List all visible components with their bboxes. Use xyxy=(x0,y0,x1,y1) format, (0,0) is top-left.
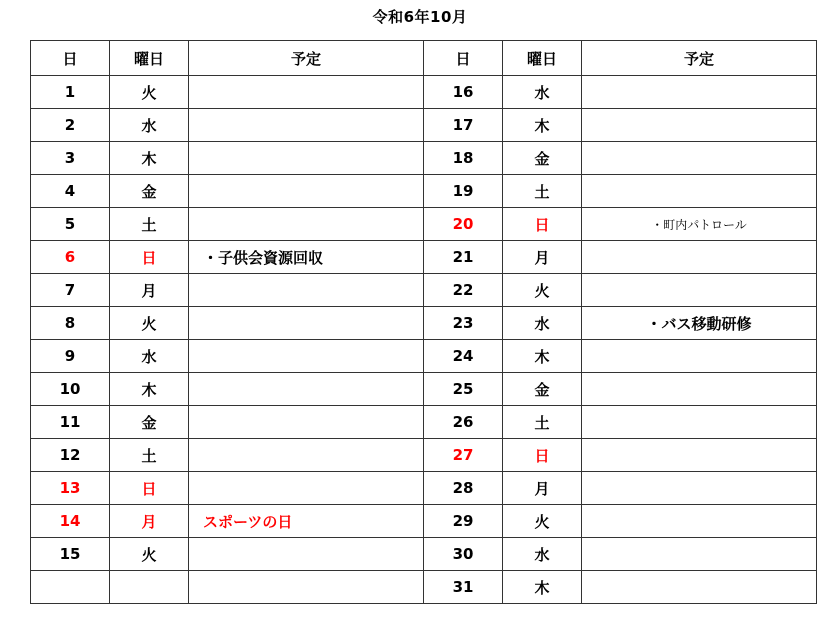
table-row xyxy=(31,208,817,241)
weekday-cell: 水 xyxy=(110,340,189,373)
weekday-cell: 木 xyxy=(503,109,582,142)
schedule-cell xyxy=(189,406,424,439)
table-row xyxy=(31,505,817,538)
day-cell: 9 xyxy=(31,340,110,373)
weekday-cell: 木 xyxy=(110,373,189,406)
weekday-cell xyxy=(110,571,189,604)
weekday-cell: 水 xyxy=(503,538,582,571)
day-cell: 26 xyxy=(424,406,503,439)
day-cell: 1 xyxy=(31,76,110,109)
table-row xyxy=(31,109,817,142)
weekday-cell: 木 xyxy=(110,142,189,175)
schedule-cell xyxy=(582,571,817,604)
schedule-cell xyxy=(582,175,817,208)
table-row xyxy=(31,142,817,175)
weekday-cell: 月 xyxy=(503,472,582,505)
weekday-cell: 水 xyxy=(503,307,582,340)
table-row xyxy=(31,175,817,208)
weekday-cell: 金 xyxy=(110,406,189,439)
day-cell: 8 xyxy=(31,307,110,340)
table-row xyxy=(31,274,817,307)
weekday-cell: 土 xyxy=(503,406,582,439)
day-cell: 19 xyxy=(424,175,503,208)
header-row xyxy=(31,41,817,76)
weekday-cell: 水 xyxy=(503,76,582,109)
weekday-cell: 火 xyxy=(503,505,582,538)
weekday-cell: 木 xyxy=(503,340,582,373)
schedule-cell: ・バス移動研修 xyxy=(582,307,817,340)
schedule-cell xyxy=(189,76,424,109)
header-weekday: 曜日 xyxy=(110,41,189,76)
header-weekday-2: 曜日 xyxy=(503,41,582,76)
table-row xyxy=(31,406,817,439)
schedule-cell xyxy=(582,505,817,538)
weekday-cell: 月 xyxy=(110,274,189,307)
schedule-cell xyxy=(582,142,817,175)
day-cell: 11 xyxy=(31,406,110,439)
weekday-cell: 火 xyxy=(110,76,189,109)
day-cell: 2 xyxy=(31,109,110,142)
day-cell-sunday: 20 xyxy=(424,208,503,241)
day-cell: 22 xyxy=(424,274,503,307)
schedule-cell xyxy=(582,439,817,472)
schedule-cell xyxy=(189,142,424,175)
weekday-cell: 木 xyxy=(503,571,582,604)
schedule-cell xyxy=(189,109,424,142)
day-cell-sunday: 27 xyxy=(424,439,503,472)
day-cell: 21 xyxy=(424,241,503,274)
day-cell: 18 xyxy=(424,142,503,175)
schedule-cell xyxy=(189,472,424,505)
table-row xyxy=(31,76,817,109)
table-row xyxy=(31,538,817,571)
schedule-cell xyxy=(189,538,424,571)
day-cell: 16 xyxy=(424,76,503,109)
weekday-cell-sunday: 日 xyxy=(503,439,582,472)
day-cell: 4 xyxy=(31,175,110,208)
day-cell: 12 xyxy=(31,439,110,472)
day-cell: 29 xyxy=(424,505,503,538)
schedule-cell xyxy=(582,373,817,406)
day-cell: 17 xyxy=(424,109,503,142)
schedule-cell xyxy=(189,307,424,340)
day-cell: 30 xyxy=(424,538,503,571)
schedule-cell xyxy=(582,109,817,142)
page-title: 令和6年10月 xyxy=(372,8,468,26)
day-cell: 25 xyxy=(424,373,503,406)
day-cell: 28 xyxy=(424,472,503,505)
table-row xyxy=(31,571,817,604)
schedule-cell xyxy=(582,538,817,571)
table-row xyxy=(31,439,817,472)
header-day: 日 xyxy=(31,41,110,76)
schedule-cell xyxy=(582,241,817,274)
weekday-cell-sunday: 日 xyxy=(110,472,189,505)
weekday-cell: 火 xyxy=(110,538,189,571)
weekday-cell: 土 xyxy=(110,208,189,241)
table-row xyxy=(31,241,817,274)
schedule-cell xyxy=(189,340,424,373)
day-cell: 23 xyxy=(424,307,503,340)
schedule-cell: ・町内パトロール xyxy=(582,208,817,241)
schedule-cell-holiday: スポーツの日 xyxy=(189,505,424,538)
schedule-cell xyxy=(189,373,424,406)
day-cell-holiday: 14 xyxy=(31,505,110,538)
table-row xyxy=(31,472,817,505)
table-row xyxy=(31,307,817,340)
weekday-cell: 水 xyxy=(110,109,189,142)
table-row xyxy=(31,340,817,373)
schedule-cell xyxy=(582,472,817,505)
schedule-cell xyxy=(582,274,817,307)
schedule-cell xyxy=(582,76,817,109)
day-cell: 31 xyxy=(424,571,503,604)
day-cell xyxy=(31,571,110,604)
day-cell: 7 xyxy=(31,274,110,307)
schedule-cell xyxy=(189,439,424,472)
weekday-cell-holiday: 月 xyxy=(110,505,189,538)
weekday-cell: 火 xyxy=(503,274,582,307)
header-schedule-2: 予定 xyxy=(582,41,817,76)
day-cell: 3 xyxy=(31,142,110,175)
weekday-cell: 金 xyxy=(110,175,189,208)
table-row xyxy=(31,373,817,406)
schedule-cell xyxy=(582,406,817,439)
day-cell-sunday: 6 xyxy=(31,241,110,274)
day-cell: 5 xyxy=(31,208,110,241)
header-schedule: 予定 xyxy=(189,41,424,76)
schedule-cell xyxy=(189,175,424,208)
schedule-cell xyxy=(189,571,424,604)
header-day-2: 日 xyxy=(424,41,503,76)
weekday-cell: 土 xyxy=(503,175,582,208)
weekday-cell: 月 xyxy=(503,241,582,274)
day-cell: 15 xyxy=(31,538,110,571)
weekday-cell-sunday: 日 xyxy=(110,241,189,274)
weekday-cell: 土 xyxy=(110,439,189,472)
schedule-cell xyxy=(189,208,424,241)
weekday-cell: 金 xyxy=(503,142,582,175)
day-cell: 24 xyxy=(424,340,503,373)
weekday-cell-sunday: 日 xyxy=(503,208,582,241)
weekday-cell: 火 xyxy=(110,307,189,340)
schedule-cell xyxy=(582,340,817,373)
schedule-table xyxy=(30,40,817,604)
schedule-cell: ・子供会資源回収 xyxy=(189,241,424,274)
schedule-cell xyxy=(189,274,424,307)
day-cell-sunday: 13 xyxy=(31,472,110,505)
weekday-cell: 金 xyxy=(503,373,582,406)
day-cell: 10 xyxy=(31,373,110,406)
